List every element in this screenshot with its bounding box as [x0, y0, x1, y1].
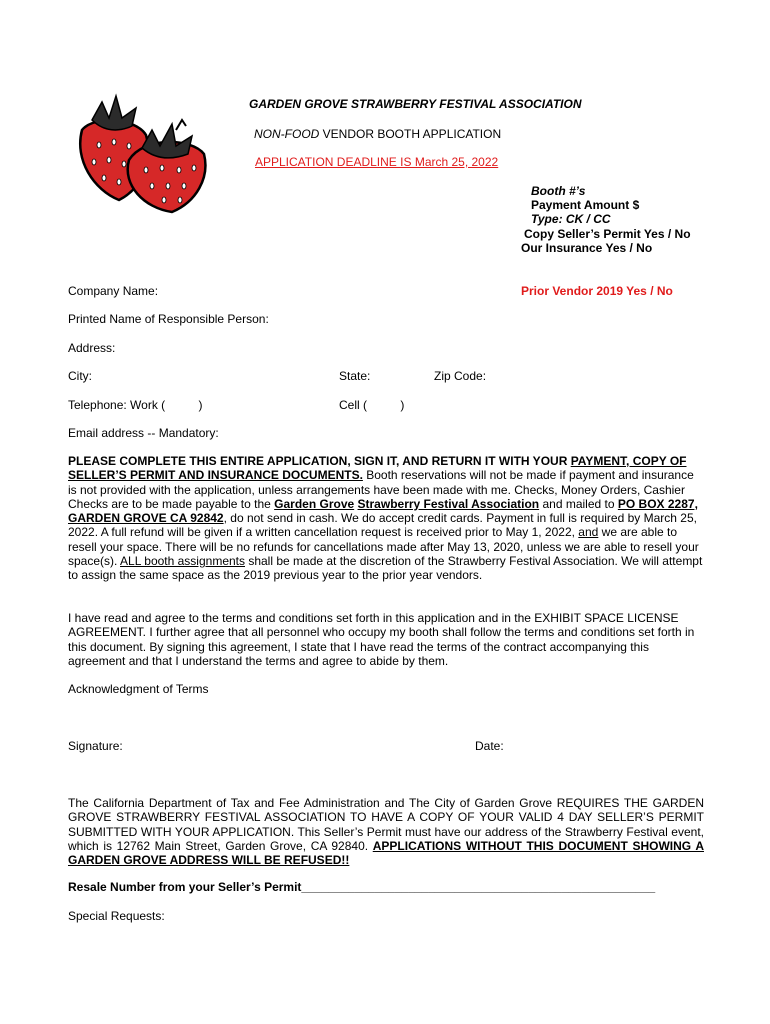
responsible-person-field[interactable]: Printed Name of Responsible Person: — [68, 312, 269, 326]
payment-type-label: Type: CK / CC — [531, 212, 611, 226]
deadline-notice: APPLICATION DEADLINE IS March 25, 2022 — [255, 155, 499, 169]
payment-amount-label: Payment Amount $ — [531, 198, 640, 212]
instructions-text-1: Booth reservations will not be made if payment and insurance is not provided with the application, unless arrangements have been made with me. Checks, Money Orders, Cashier Checks are to be made payable to the — [68, 468, 694, 511]
application-title-suffix: VENDOR BOOTH APPLICATION — [319, 127, 502, 141]
instructions-text-3: , do not send in cash. We do accept credit cards. Payment in full is required by March 25, 2022. A full refund will be given if a written cancellation request is received prior to May 1, 2022, — [68, 511, 697, 540]
strawberries-logo — [64, 90, 214, 215]
requirement-text: The California Department of Tax and Fee Administration and The City of Garden Grove REQUIRES THE GARDEN GROVE STRAWBERRY FESTIVAL ASSOCIATION TO HAVE A COPY OF YOUR VALID 4 DAY SELLER’S PERMIT SUBMITTED WITH YOUR APPLICATION. This Seller’s Permit must have our address of the Strawberry Festival event, which is 12762 Main Street, Garden Grove, CA 92840. — [68, 796, 704, 853]
required-documents: PAYMENT, COPY OF SELLER’S PERMIT AND INSURANCE DOCUMENTS. — [68, 454, 687, 483]
instructions-lead: PLEASE COMPLETE THIS ENTIRE APPLICATION, SIGN IT, AND RETURN IT WITH YOUR — [68, 454, 571, 468]
refusal-warning: APPLICATIONS WITHOUT THIS DOCUMENT SHOWING A GARDEN GROVE ADDRESS WILL BE REFUSED!! — [68, 838, 704, 868]
acknowledgment-label: Acknowledgment of Terms — [68, 682, 209, 696]
city-field[interactable]: City: — [68, 369, 92, 383]
zip-code-field[interactable]: Zip Code: — [434, 369, 487, 383]
booth-assignments: ALL booth assignments — [120, 554, 245, 569]
special-requests-field[interactable]: Special Requests: — [68, 909, 165, 923]
agreement-paragraph: I have read and agree to the terms and conditions set forth in this application and in the EXHIBIT SPACE LICENSE AGREEMENT. I further agree that all personnel who occupy my booth shall follow the terms and conditions set forth in this document. By signing this agreement, I state that I have read the terms of the contract accompanying this agreement and that I understand the terms and agree to abide by them. — [68, 611, 695, 668]
instructions-text-2: and mailed to — [539, 496, 618, 511]
address-field[interactable]: Address: — [68, 341, 116, 355]
insurance-label: Our Insurance Yes / No — [521, 241, 653, 255]
mailing-address: PO BOX 2287, GARDEN GROVE CA 92842 — [68, 496, 698, 526]
date-field[interactable]: Date: — [475, 739, 504, 753]
instructions-paragraph — [68, 454, 704, 583]
prior-vendor-field[interactable]: Prior Vendor 2019 Yes / No — [521, 284, 673, 298]
state-field[interactable]: State: — [339, 369, 371, 383]
instructions-text-5: shall be made at the discretion of the Strawberry Festival Association. We will attempt to assign the same space as the 2019 previous year to the prior year vendors. — [68, 554, 703, 583]
requirement-paragraph — [68, 796, 704, 867]
signature-field[interactable]: Signature: — [68, 739, 123, 753]
email-field[interactable]: Email address -- Mandatory: — [68, 426, 219, 440]
instructions-text-4: we are able to resell your space. There will be no refunds for cancellations made after May 13, 2020, unless we are able to resell your space(s). — [68, 525, 699, 569]
booth-number-label: Booth #’s — [531, 184, 586, 198]
application-type: NON-FOOD — [254, 127, 320, 141]
association-title: GARDEN GROVE STRAWBERRY FESTIVAL ASSOCIATION — [249, 97, 582, 111]
resale-number-line: _____________________________________________________ — [301, 880, 656, 894]
payee-name-2: Strawberry Festival Association — [357, 496, 540, 511]
payee-name-1: Garden Grove — [274, 496, 355, 511]
and-emphasis: and — [578, 525, 599, 540]
resale-number-label: Resale Number from your Seller’s Permit — [68, 880, 302, 894]
resale-number-field[interactable] — [68, 880, 655, 894]
work-phone-field[interactable]: Telephone: Work ( ) — [68, 398, 203, 412]
application-title — [254, 127, 501, 141]
permit-copy-label: Copy Seller’s Permit Yes / No — [524, 227, 691, 241]
company-name-field[interactable]: Company Name: — [68, 284, 159, 298]
cell-phone-field[interactable]: Cell ( ) — [339, 398, 405, 412]
